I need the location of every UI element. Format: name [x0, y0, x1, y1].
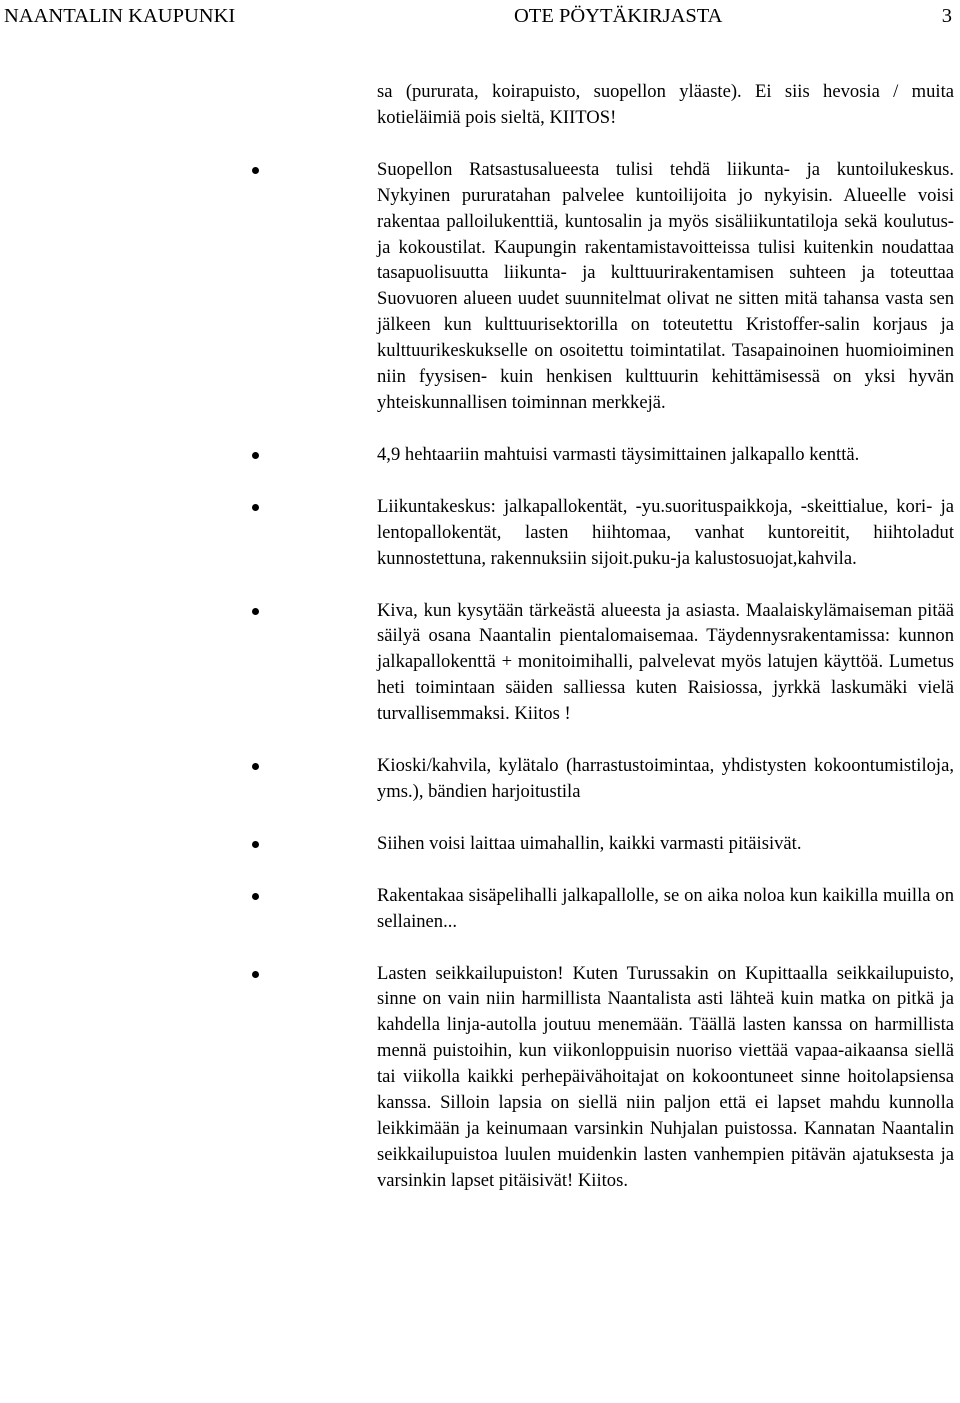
page-header	[4, 2, 952, 30]
bullet-text: Kioski/kahvila, kylätalo (harrastustoimintaa, yhdistysten kokoontumistiloja, yms.), bändien harjoitustila	[377, 755, 954, 802]
bullet-text: Liikuntakeskus: jalkapallokentät, -yu.suorituspaikkoja, -skeittialue, kori- ja lentopallokentät, lasten hiihtomaa, vanhat kuntoreitit, hiihtoladut kunnostettuna, rakennuksiin sijoit.puku-ja kalustosuojat,kahvila.	[377, 495, 954, 569]
bullet-item	[377, 157, 954, 416]
bullet-text: Rakentakaa sisäpelihalli jalkapallolle, se on aika noloa kun kaikilla muilla on sellainen...	[377, 884, 954, 932]
page-number: 3	[941, 5, 952, 27]
bullet-text: Kiva, kun kysytään tärkeästä alueesta ja asiasta. Maalaiskylämaiseman pitää säilyä osana Naantalin pientalomaisemaa. Täydennysrakentamissa: kunnon jalkapallokenttä + monitoimihalli, palvelevat myös latujen käyttöä. Lumetus heti toimintaan säiden salliessa kuten Raisiossa, jyrkkä laskumäki vielä turvallisemmaksi. Kiitos !	[377, 599, 954, 725]
bullet-icon	[252, 452, 259, 459]
bullet-icon	[252, 971, 259, 978]
bullet-text: 4,9 hehtaariin mahtuisi varmasti täysimittainen jalkapallo kenttä.	[377, 443, 860, 465]
bullet-icon	[252, 608, 259, 615]
bullet-item	[377, 598, 954, 728]
bullet-item	[377, 494, 954, 572]
bullet-text: Suopellon Ratsastusalueesta tulisi tehdä liikunta- ja kuntoilukeskus. Nykyinen pururatahan palvelee kuntoilijoita jo nykyisin. Alueelle voisi rakentaa palloilukenttiä, kuntosalin ja myös sisäliikuntatiloja sekä koulutus- ja kokoustilat. Kaupungin rakentamistavoitteissa tulisi kuitenkin noudattaa tasapuolisuutta liikunta- ja kulttuurirakentamisen suhteen ja toteuttaa Suovuoren alueen uudet suunnitelmat olivat ne sitten mitä tahansa vasta sen jälkeen kun kulttuurisektorilla on toteutettu Kristoffer-salin korjaus ja kulttuurikeskukselle on osoitettu toimintatilat. Tasapainoinen huomioiminen niin fyysisen- kuin henkisen kulttuurin kehittämisessä on yksi hyvän yhteiskunnallisen toiminnan merkkejä.	[377, 158, 954, 413]
bullet-text: Siihen voisi laittaa uimahallin, kaikki varmasti pitäisivät.	[377, 832, 802, 854]
continuation-paragraph: sa (pururata, koirapuisto, suopellon yläaste). Ei siis hevosia / muita kotieläimiä pois sieltä, KIITOS!	[377, 81, 954, 128]
document-type: OTE PÖYTÄKIRJASTA	[514, 5, 723, 27]
bullet-icon	[252, 841, 259, 848]
bullet-icon	[252, 504, 259, 511]
document-body	[377, 79, 954, 1194]
bullet-item	[377, 753, 954, 805]
bullet-item	[377, 961, 954, 1194]
bullet-icon	[252, 893, 259, 900]
bullet-item	[377, 831, 954, 857]
bullet-item	[377, 883, 954, 935]
bullet-text: Lasten seikkailupuiston! Kuten Turussakin on Kupittaalla seikkailupuisto, sinne on vain niin harmillista Naantalista asti lähteä kuin matka on pitkä ja kahdella linja-autolla joutuu menemään. Täällä lasten kanssa on harmillista mennä puistoihin, kun viikonloppuisin nuoriso viettää vapaa-aikaansa siellä tai viikolla kaikki perhepäivähoitajat on kokoontuneet sinne hoitolapsiensa kanssa. Silloin lapsia on siellä niin paljon että ei lapset mahdu kunnolla leikkimään ja keinumaan varsinkin Nuhjalan puistossa. Kannatan Naantalin seikkailupuistoa luulen muidenkin lasten vanhempien pitävän ajatuksesta ja varsinkin lapset pitäisivät! Kiitos.	[377, 962, 954, 1191]
bullet-item	[377, 442, 954, 468]
bullet-icon	[252, 167, 259, 174]
bullet-icon	[252, 763, 259, 770]
organization-name: NAANTALIN KAUPUNKI	[4, 5, 236, 27]
